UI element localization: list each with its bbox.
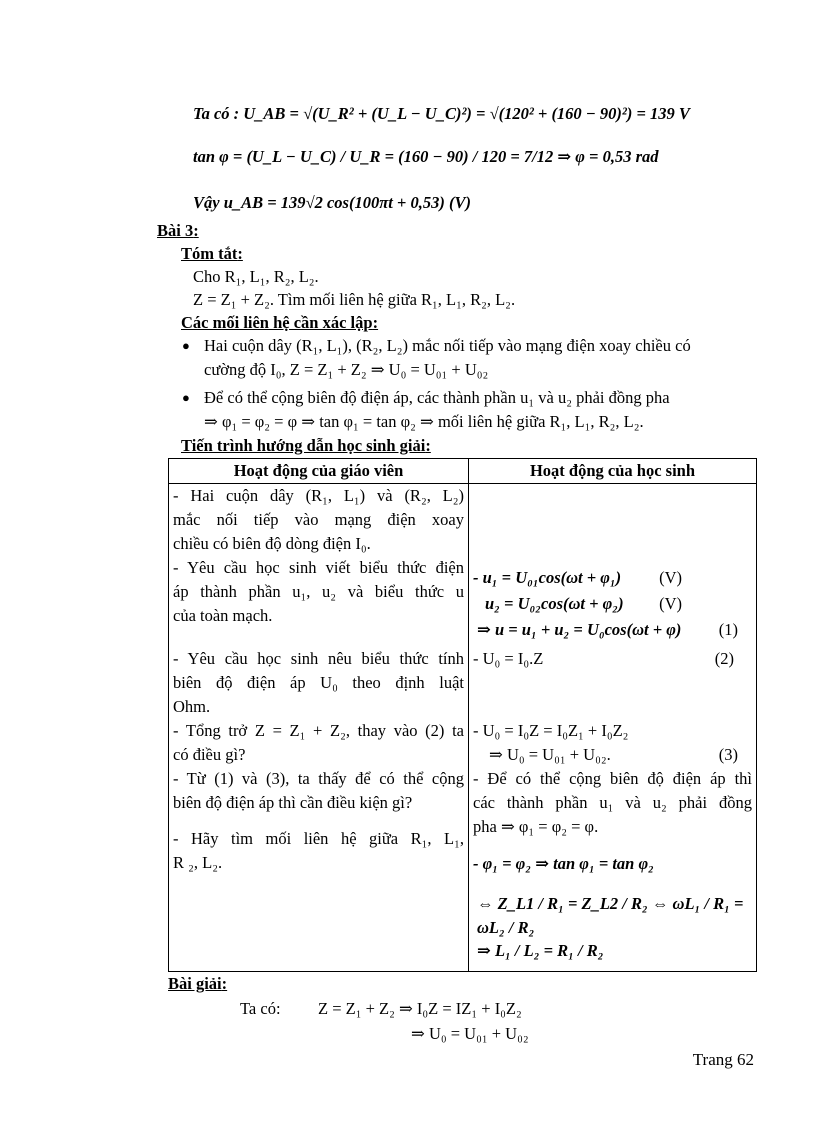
student-line: ⇒ U₀ = U₀₁ + U₀₂. (3): [489, 745, 738, 764]
uab-equation: Ta có : U_AB = √(U_R² + (U_L − U_C)²) = √(120² + (160 − 90)²) = 139 V: [193, 104, 690, 123]
student-column-header: Hoạt động của học sinh: [469, 459, 757, 484]
solution-prefix: Ta có:: [240, 999, 281, 1018]
teacher-line: - Từ (1) và (3), ta thấy để có thể cộng: [173, 769, 464, 788]
relations-heading: Các mối liên hệ cần xác lập:: [181, 313, 379, 332]
guidance-table: [168, 458, 757, 972]
teacher-line: - Yêu cầu học sinh viết biểu thức điện: [173, 558, 464, 577]
tan-phi-equation: tan φ = (U_L − U_C) / U_R = (160 − 90) / 120 = 7/12 ⇒ φ = 0,53 rad: [193, 147, 659, 166]
teacher-line: biên độ điện áp thì cần điều kiện gì?: [173, 793, 413, 812]
student-line: - U₀ = I₀.Z (2): [473, 649, 734, 668]
teacher-line: - Hãy tìm mối liên hệ giữa R₁, L₁,: [173, 829, 464, 848]
teacher-line: Ohm.: [173, 697, 211, 716]
bullet-2-line-b: ⇒ φ₁ = φ₂ = φ ⇒ tan φ₁ = tan φ₂ ⇒ mối liên hệ giữa R₁, L₁, R₂, L₂.: [204, 412, 644, 431]
page-number: Trang 62: [692, 1050, 754, 1069]
table-header-row: [169, 459, 757, 484]
teacher-line: - Hai cuộn dây (R₁, L₁) và (R₂, L₂): [173, 486, 464, 505]
student-activity-cell: [469, 484, 757, 972]
teacher-line: áp thành phần u₁, u₂ và biểu thức u: [173, 582, 464, 601]
teacher-line: - Tổng trở Z = Z₁ + Z₂, thay vào (2) ta: [173, 721, 464, 740]
summary-heading: Tóm tắt:: [181, 244, 243, 263]
teacher-line: của toàn mạch.: [173, 606, 273, 625]
bullet-2-line-a: Để có thể cộng biên độ điện áp, các thành phần u₁ và u₂ phải đồng pha: [204, 388, 670, 407]
guide-heading: Tiến trình hướng dẫn học sinh giải:: [181, 436, 431, 455]
solution-line-2: ⇒ U₀ = U₀₁ + U₀₂: [411, 1024, 529, 1043]
solution-heading: Bài giải:: [168, 974, 228, 993]
student-line: - U₀ = I₀Z = I₀Z₁ + I₀Z₂: [473, 721, 629, 740]
student-line: ⇔ Z_L1 / R₁ = Z_L2 / R₂ ⇔ ωL₁ / R₁ = ωL₂ / R₂: [477, 894, 744, 937]
teacher-line: biên độ điện áp U₀ theo định luật: [173, 673, 464, 692]
student-line: các thành phần u₁ và u₂ phải đồng: [473, 793, 752, 812]
given-line-1: Cho R₁, L₁, R₂, L₂.: [193, 267, 319, 286]
student-line: pha ⇒ φ₁ = φ₂ = φ.: [473, 817, 599, 836]
student-line: ⇒ L₁ / L₂ = R₁ / R₂: [477, 941, 604, 960]
student-line: - Để có thể cộng biên độ điện áp thì: [473, 769, 752, 788]
student-line: u₂ = U₀₂cos(ωt + φ₂) (V): [485, 594, 682, 613]
student-line: - φ₁ = φ₂ ⇒ tan φ₁ = tan φ₂: [473, 854, 654, 873]
bullet-1-line-a: Hai cuộn dây (R₁, L₁), (R₂, L₂) mắc nối tiếp vào mạng điện xoay chiều có: [204, 336, 691, 355]
given-line-2: Z = Z₁ + Z₂. Tìm mối liên hệ giữa R₁, L₁, R₂, L₂.: [193, 290, 516, 309]
problem-title: Bài 3:: [157, 221, 199, 240]
teacher-line: R ₂, L₂.: [173, 853, 223, 872]
student-line: ⇒ u = u₁ + u₂ = U₀cos(ωt + φ) (1): [477, 620, 738, 639]
solution-line-1: Z = Z₁ + Z₂ ⇒ I₀Z = IZ₁ + I₀Z₂: [318, 999, 522, 1018]
bullet-dot-2: ●: [182, 390, 190, 405]
result-equation: Vậy u_AB = 139√2 cos(100πt + 0,53) (V): [193, 193, 471, 212]
teacher-line: - Yêu cầu học sinh nêu biểu thức tính: [173, 649, 464, 668]
teacher-line: mắc nối tiếp vào mạng điện xoay: [173, 510, 464, 529]
teacher-line: có điều gì?: [173, 745, 246, 764]
bullet-1-line-b: cường độ I₀, Z = Z₁ + Z₂ ⇒ U₀ = U₀₁ + U₀₂: [204, 360, 489, 379]
bullet-dot-1: ●: [182, 338, 190, 353]
teacher-line: chiều có biên độ dòng điện I₀.: [173, 534, 371, 553]
teacher-column-header: Hoạt động của giáo viên: [169, 459, 469, 484]
table-body-row: [169, 484, 757, 972]
student-line: - u₁ = U₀₁cos(ωt + φ₁) (V): [473, 568, 682, 587]
teacher-activity-cell: [169, 484, 469, 972]
